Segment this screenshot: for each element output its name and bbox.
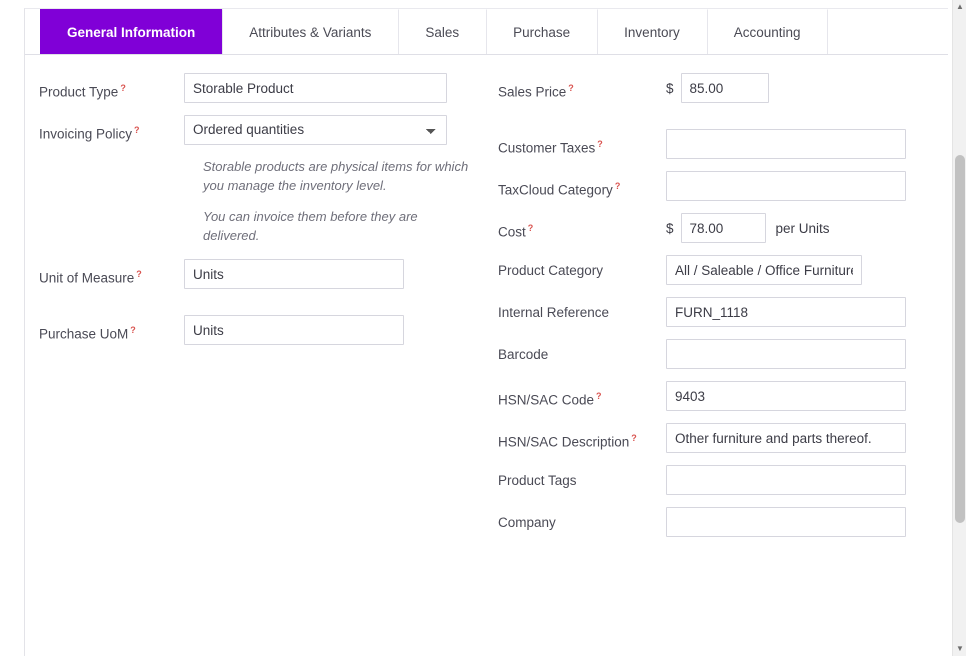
help-icon[interactable]: ? [120,83,126,93]
product-category-field [666,255,938,285]
label-text: Purchase UoM [39,326,129,342]
help-icon[interactable]: ? [596,391,602,401]
customer-taxes-input[interactable] [666,129,906,159]
label-text: Unit of Measure [39,270,135,286]
tab-attributes-variants[interactable] [222,9,398,54]
label-text: Product Tags [498,473,577,488]
purchase-uom-label [39,315,184,343]
product-category-label [498,255,666,279]
label-text: Company [498,515,556,530]
product-type-label [39,73,184,101]
help-icon[interactable]: ? [568,83,574,93]
label-text: Product Category [498,263,604,278]
product-tags-input[interactable] [666,465,906,495]
hsn-sac-description-input[interactable] [666,423,906,453]
spacer [39,301,484,315]
unit-of-measure-label [39,259,184,287]
help-icon[interactable]: ? [527,223,534,233]
help-icon[interactable]: ? [597,139,603,149]
cost-uom-suffix: per Units [775,220,830,236]
field-row-internal-reference [498,297,938,327]
hsn-sac-description-label [498,423,666,451]
currency-symbol: $ [666,220,674,236]
hsn-sac-description-field [666,423,938,453]
label-text: Internal Reference [498,305,610,320]
tab-label: Inventory [624,25,680,40]
label-text: Customer Taxes [498,140,596,156]
field-row-purchase-uom [39,315,484,345]
label-text: Invoicing Policy [39,126,133,142]
customer-taxes-field [666,129,938,159]
barcode-input[interactable] [666,339,906,369]
unit-of-measure-input[interactable] [184,259,404,289]
sales-price-label [498,73,666,101]
label-text: Product Type [39,84,119,100]
internal-reference-input[interactable] [666,297,906,327]
cost-field [666,213,938,243]
field-row-company [498,507,938,537]
label-text: HSN/SAC Code [498,392,595,408]
tab-label: General Information [67,25,196,40]
spacer [498,115,938,129]
form-column-right [498,73,938,549]
form-column-left [39,73,484,357]
sales-price-field [666,73,938,103]
scrollbar-thumb[interactable] [955,155,965,523]
helper-line-2: You can invoice them before they are delivered. [203,209,418,243]
purchase-uom-field [184,315,484,345]
field-row-product-tags [498,465,938,495]
taxcloud-category-label [498,171,666,199]
taxcloud-category-field [666,171,938,201]
tab-purchase[interactable] [486,9,597,54]
field-row-hsn-sac-description [498,423,938,453]
help-icon[interactable]: ? [614,181,621,191]
field-row-customer-taxes [498,129,938,159]
hsn-sac-code-input[interactable] [666,381,906,411]
tab-inventory[interactable] [597,9,707,54]
label-text: Barcode [498,347,549,362]
tab-sales[interactable] [398,9,486,54]
label-text: TaxCloud Category [498,182,613,198]
tab-label: Attributes & Variants [249,25,372,40]
notebook-tabs [25,9,948,55]
tab-label: Purchase [513,25,571,40]
helper-line-1: Storable products are physical items for which you manage the inventory level. [203,159,469,193]
product-type-field [184,73,484,103]
help-icon[interactable]: ? [631,433,637,443]
invoicing-policy-label [39,115,184,143]
cost-input[interactable] [681,213,766,243]
tab-label: Accounting [733,25,801,40]
customer-taxes-label [498,129,666,157]
purchase-uom-input[interactable] [184,315,404,345]
invoicing-policy-helper-text [203,157,473,245]
field-row-hsn-sac-code [498,381,938,411]
field-row-sales-price [498,73,938,103]
unit-of-measure-field [184,259,484,289]
field-row-unit-of-measure [39,259,484,289]
invoicing-policy-field [184,115,484,145]
barcode-label [498,339,666,363]
field-row-invoicing-policy [39,115,484,145]
company-label [498,507,666,531]
help-icon[interactable]: ? [130,325,136,335]
product-category-input[interactable] [666,255,862,285]
internal-reference-label [498,297,666,321]
label-text: Cost [498,224,526,240]
sales-price-input[interactable] [681,73,769,103]
spacer [39,245,484,259]
vertical-scrollbar[interactable] [952,0,966,656]
taxcloud-category-input[interactable] [666,171,906,201]
invoicing-policy-select[interactable] [184,115,447,145]
help-icon[interactable]: ? [136,269,142,279]
general-information-form [25,55,948,656]
company-input[interactable] [666,507,906,537]
internal-reference-field [666,297,938,327]
label-text: HSN/SAC Description [498,434,630,450]
scroll-down-arrow[interactable]: ▼ [956,644,964,653]
barcode-field [666,339,938,369]
product-tags-field [666,465,938,495]
hsn-sac-code-label [498,381,666,409]
help-icon[interactable]: ? [134,125,140,135]
product-type-input[interactable] [184,73,447,103]
product-tags-label [498,465,666,489]
company-field [666,507,938,537]
field-row-product-category [498,255,938,285]
field-row-product-type [39,73,484,103]
field-row-cost [498,213,938,243]
label-text: Sales Price [498,84,567,100]
tab-label: Sales [425,25,460,40]
scroll-up-arrow[interactable]: ▲ [956,2,964,11]
tab-general-information[interactable] [40,9,222,54]
currency-symbol: $ [666,80,674,96]
cost-label [498,213,666,241]
field-row-barcode [498,339,938,369]
field-row-taxcloud-category [498,171,938,201]
tab-accounting[interactable] [707,9,828,54]
product-form-panel [24,8,948,656]
hsn-sac-code-field [666,381,938,411]
